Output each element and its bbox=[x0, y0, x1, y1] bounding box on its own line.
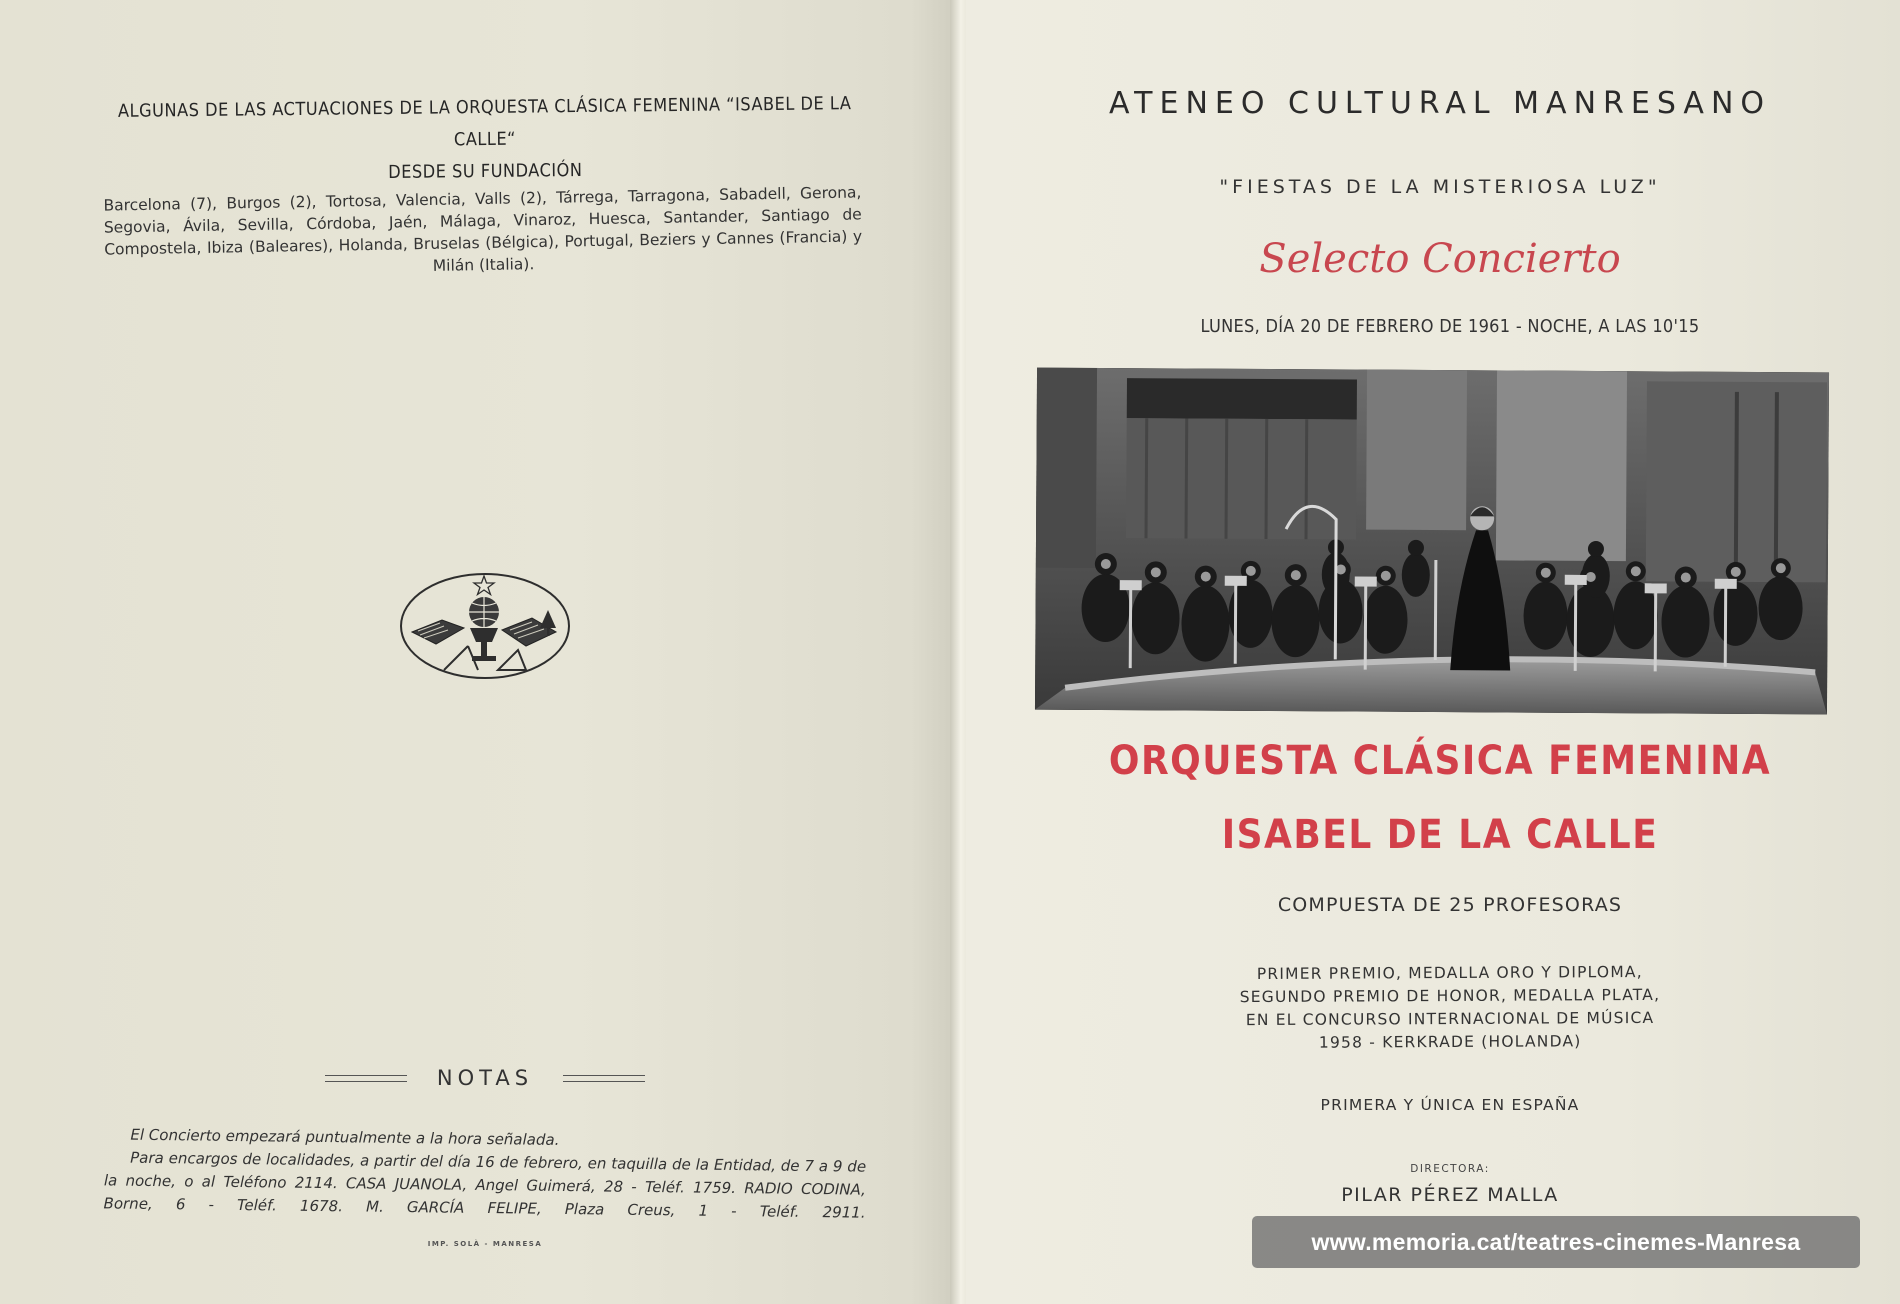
organizer-title: ATENEO CULTURAL MANRESANO bbox=[1108, 86, 1772, 121]
performances-heading-line2: DESDE SU FUNDACIÓN bbox=[388, 159, 583, 184]
performances-heading-line1: ALGUNAS DE LAS ACTUACIONES DE LA ORQUESTA CLÁSICA FEMENINA “ISABEL DE LA CALLE“ bbox=[117, 93, 852, 151]
festival-subtitle: "FIESTAS DE LA MISTERIOSA LUZ" bbox=[1219, 176, 1661, 198]
concert-date: LUNES, DÍA 20 DE FEBRERO DE 1961 - NOCHE, A LAS 10'15 bbox=[1200, 316, 1700, 337]
orchestra-namesake: ISABEL DE LA CALLE bbox=[1221, 812, 1659, 858]
notas-rule-right bbox=[563, 1075, 645, 1082]
award-line-2: SEGUNDO PREMIO DE HONOR, MEDALLA PLATA, bbox=[1239, 985, 1661, 1007]
note-tickets: Para encargos de localidades, a partir del día 16 de febrero, en taquilla de la Entidad, de 7 a 9 de la noche, o al Teléfono 2114. CASA JUANOLA, Angel Guimerá, 28 - Teléf. 1759. RADIO CODINA, Borne, 6 - Teléf. 1678. M. GARCÍA FELIPE, Plaza Creus, 1 - Teléf. 2911. bbox=[103, 1148, 867, 1222]
director-label: DIRECTORA: bbox=[1410, 1163, 1490, 1175]
note-start-time: El Concierto empezará puntualmente a la hora señalada. bbox=[130, 1125, 560, 1149]
award-line-1: PRIMER PREMIO, MEDALLA ORO Y DIPLOMA, bbox=[1256, 962, 1643, 984]
unique-in-spain: PRIMERA Y ÚNICA EN ESPAÑA bbox=[1320, 1096, 1580, 1114]
orchestra-name: ORQUESTA CLÁSICA FEMENINA bbox=[1108, 738, 1772, 784]
notes-block bbox=[103, 1123, 866, 1224]
notas-header bbox=[325, 1066, 645, 1092]
concert-title: Selecto Concierto bbox=[1259, 236, 1621, 282]
printer-imprint: IMP. SOLÀ - MANRESA bbox=[427, 1240, 543, 1248]
book-globe-emblem-icon bbox=[398, 570, 572, 682]
orchestra-size: COMPUESTA DE 25 PROFESORAS bbox=[1277, 894, 1623, 916]
cities-list: Barcelona (7), Burgos (2), Tortosa, Valencia, Valls (2), Tárrega, Tarragona, Sabadell, Gerona, Segovia, Ávila, Sevilla, Córdoba, Jaén, Málaga, Vinaroz, Huesca, Santander, Santiago de Compostela, Ibiza (Baleares), Holanda, Bruselas (Bélgica), Portugal, Beziers y Cannes (Francia) y Milán (Italia). bbox=[103, 183, 863, 275]
orchestra-photo bbox=[1035, 368, 1829, 715]
award-line-3: EN EL CONCURSO INTERNACIONAL DE MÚSICA bbox=[1245, 1008, 1655, 1030]
performances-heading bbox=[100, 88, 871, 192]
director-name: PILAR PÉREZ MALLA bbox=[1341, 1184, 1559, 1206]
awards-block bbox=[1150, 960, 1750, 1055]
notas-title: NOTAS bbox=[436, 1066, 534, 1090]
source-watermark: www.memoria.cat/teatres-cinemes-Manresa bbox=[1252, 1216, 1860, 1268]
award-line-4: 1958 - KERKRADE (HOLANDA) bbox=[1318, 1032, 1582, 1052]
